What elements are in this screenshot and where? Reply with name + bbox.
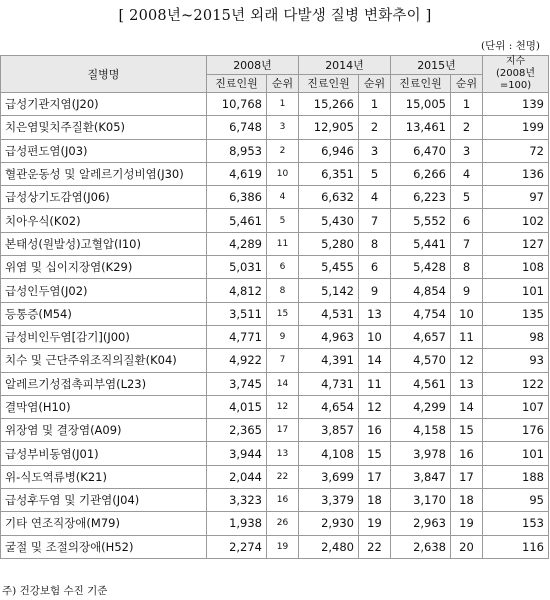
rank-2015: 12 xyxy=(451,349,483,372)
index-value: 102 xyxy=(483,209,549,232)
patients-2014: 4,108 xyxy=(299,442,359,465)
patients-2014: 3,857 xyxy=(299,419,359,442)
table-row xyxy=(1,349,549,372)
rank-2014: 16 xyxy=(359,419,391,442)
rank-2015: 15 xyxy=(451,419,483,442)
patients-2008: 4,619 xyxy=(207,162,267,185)
patients-2015: 3,170 xyxy=(391,489,451,512)
table-row xyxy=(1,325,549,348)
index-value: 107 xyxy=(483,395,549,418)
patients-2015: 2,963 xyxy=(391,512,451,535)
rank-2014: 3 xyxy=(359,139,391,162)
header-index-line2: (2008년=100) xyxy=(495,68,535,91)
patients-2008: 6,748 xyxy=(207,116,267,139)
rank-2015: 1 xyxy=(451,93,483,116)
table-row xyxy=(1,395,549,418)
patients-2015: 5,552 xyxy=(391,209,451,232)
patients-2014: 2,480 xyxy=(299,535,359,558)
unit-label: (단위 : 천명) xyxy=(481,40,540,52)
index-value: 176 xyxy=(483,419,549,442)
disease-name: 치수 및 근단주위조직의질환(K04) xyxy=(1,349,207,372)
patients-2008: 3,745 xyxy=(207,372,267,395)
patients-2008: 8,953 xyxy=(207,139,267,162)
rank-2014: 1 xyxy=(359,93,391,116)
patients-2008: 6,386 xyxy=(207,186,267,209)
patients-2014: 5,455 xyxy=(299,256,359,279)
patients-2014: 4,531 xyxy=(299,302,359,325)
patients-2015: 5,441 xyxy=(391,232,451,255)
rank-2014: 2 xyxy=(359,116,391,139)
rank-2008: 1 xyxy=(267,93,299,116)
patients-2015: 5,428 xyxy=(391,256,451,279)
patients-2015: 13,461 xyxy=(391,116,451,139)
index-value: 153 xyxy=(483,512,549,535)
header-2015-rank: 순위 xyxy=(451,74,483,93)
rank-2015: 3 xyxy=(451,139,483,162)
index-value: 139 xyxy=(483,93,549,116)
table-row xyxy=(1,139,549,162)
table-row xyxy=(1,489,549,512)
patients-2008: 3,944 xyxy=(207,442,267,465)
index-value: 93 xyxy=(483,349,549,372)
header-index-line1: 지수 xyxy=(505,56,526,67)
header-2014-patients: 진료인원 xyxy=(299,74,359,93)
rank-2008: 4 xyxy=(267,186,299,209)
table-row xyxy=(1,116,549,139)
rank-2008: 2 xyxy=(267,139,299,162)
rank-2008: 19 xyxy=(267,535,299,558)
index-value: 101 xyxy=(483,279,549,302)
disease-name: 급성비인두염[감기](J00) xyxy=(1,325,207,348)
patients-2015: 4,570 xyxy=(391,349,451,372)
rank-2015: 9 xyxy=(451,279,483,302)
disease-name: 위-식도역류병(K21) xyxy=(1,465,207,488)
table-row xyxy=(1,232,549,255)
header-disease: 질병명 xyxy=(1,56,207,93)
rank-2014: 9 xyxy=(359,279,391,302)
patients-2014: 4,731 xyxy=(299,372,359,395)
rank-2014: 5 xyxy=(359,162,391,185)
rank-2008: 15 xyxy=(267,302,299,325)
rank-2015: 10 xyxy=(451,302,483,325)
header-index xyxy=(483,56,549,93)
rank-2014: 6 xyxy=(359,256,391,279)
index-value: 122 xyxy=(483,372,549,395)
index-value: 98 xyxy=(483,325,549,348)
patients-2008: 4,289 xyxy=(207,232,267,255)
index-value: 188 xyxy=(483,465,549,488)
patients-2014: 6,632 xyxy=(299,186,359,209)
rank-2015: 17 xyxy=(451,465,483,488)
patients-2014: 6,351 xyxy=(299,162,359,185)
header-2015-patients: 진료인원 xyxy=(391,74,451,93)
header-2014-rank: 순위 xyxy=(359,74,391,93)
patients-2008: 2,365 xyxy=(207,419,267,442)
header-2014: 2014년 xyxy=(299,56,391,75)
disease-name: 본태성(원발성)고혈압(I10) xyxy=(1,232,207,255)
patients-2014: 4,963 xyxy=(299,325,359,348)
rank-2008: 3 xyxy=(267,116,299,139)
index-value: 95 xyxy=(483,489,549,512)
disease-name: 알레르기성접촉피부염(L23) xyxy=(1,372,207,395)
patients-2015: 6,470 xyxy=(391,139,451,162)
rank-2015: 6 xyxy=(451,209,483,232)
patients-2015: 4,754 xyxy=(391,302,451,325)
patients-2015: 3,978 xyxy=(391,442,451,465)
patients-2008: 4,771 xyxy=(207,325,267,348)
index-value: 116 xyxy=(483,535,549,558)
patients-2014: 5,430 xyxy=(299,209,359,232)
rank-2014: 4 xyxy=(359,186,391,209)
patients-2014: 12,905 xyxy=(299,116,359,139)
table-row xyxy=(1,372,549,395)
rank-2015: 7 xyxy=(451,232,483,255)
rank-2015: 19 xyxy=(451,512,483,535)
patients-2008: 4,812 xyxy=(207,279,267,302)
rank-2008: 10 xyxy=(267,162,299,185)
patients-2015: 6,266 xyxy=(391,162,451,185)
patients-2008: 4,015 xyxy=(207,395,267,418)
header-2008-rank: 순위 xyxy=(267,74,299,93)
index-value: 72 xyxy=(483,139,549,162)
rank-2008: 16 xyxy=(267,489,299,512)
patients-2008: 3,323 xyxy=(207,489,267,512)
rank-2008: 13 xyxy=(267,442,299,465)
rank-2015: 20 xyxy=(451,535,483,558)
rank-2008: 14 xyxy=(267,372,299,395)
rank-2015: 4 xyxy=(451,162,483,185)
rank-2008: 6 xyxy=(267,256,299,279)
patients-2014: 4,654 xyxy=(299,395,359,418)
table-row xyxy=(1,465,549,488)
rank-2014: 18 xyxy=(359,489,391,512)
patients-2008: 2,274 xyxy=(207,535,267,558)
rank-2014: 22 xyxy=(359,535,391,558)
patients-2008: 10,768 xyxy=(207,93,267,116)
table-row xyxy=(1,419,549,442)
table-row xyxy=(1,209,549,232)
patients-2014: 3,379 xyxy=(299,489,359,512)
index-value: 136 xyxy=(483,162,549,185)
table-row xyxy=(1,93,549,116)
header-2015: 2015년 xyxy=(391,56,483,75)
patients-2008: 2,044 xyxy=(207,465,267,488)
patients-2015: 2,638 xyxy=(391,535,451,558)
rank-2008: 9 xyxy=(267,325,299,348)
table-row xyxy=(1,442,549,465)
disease-name: 급성후두염 및 기관염(J04) xyxy=(1,489,207,512)
patients-2014: 3,699 xyxy=(299,465,359,488)
patients-2015: 4,561 xyxy=(391,372,451,395)
rank-2008: 26 xyxy=(267,512,299,535)
disease-name: 위장염 및 결장염(A09) xyxy=(1,419,207,442)
rank-2015: 16 xyxy=(451,442,483,465)
patients-2014: 4,391 xyxy=(299,349,359,372)
patients-2015: 4,299 xyxy=(391,395,451,418)
index-value: 199 xyxy=(483,116,549,139)
patients-2014: 5,280 xyxy=(299,232,359,255)
disease-name: 급성상기도감염(J06) xyxy=(1,186,207,209)
disease-name: 치은염및치주질환(K05) xyxy=(1,116,207,139)
disease-name: 치아우식(K02) xyxy=(1,209,207,232)
table-row xyxy=(1,162,549,185)
header-2008: 2008년 xyxy=(207,56,299,75)
disease-name: 급성기관지염(J20) xyxy=(1,93,207,116)
rank-2014: 17 xyxy=(359,465,391,488)
patients-2014: 2,930 xyxy=(299,512,359,535)
table-row xyxy=(1,256,549,279)
rank-2014: 14 xyxy=(359,349,391,372)
rank-2015: 11 xyxy=(451,325,483,348)
rank-2015: 14 xyxy=(451,395,483,418)
rank-2014: 7 xyxy=(359,209,391,232)
rank-2014: 15 xyxy=(359,442,391,465)
patients-2014: 6,946 xyxy=(299,139,359,162)
header-2008-patients: 진료인원 xyxy=(207,74,267,93)
rank-2008: 17 xyxy=(267,419,299,442)
rank-2015: 13 xyxy=(451,372,483,395)
disease-name: 등통증(M54) xyxy=(1,302,207,325)
disease-name: 기타 연조직장애(M79) xyxy=(1,512,207,535)
rank-2014: 13 xyxy=(359,302,391,325)
rank-2014: 12 xyxy=(359,395,391,418)
rank-2008: 12 xyxy=(267,395,299,418)
disease-name: 급성인두염(J02) xyxy=(1,279,207,302)
rank-2008: 5 xyxy=(267,209,299,232)
disease-name: 결막염(H10) xyxy=(1,395,207,418)
rank-2008: 22 xyxy=(267,465,299,488)
index-value: 135 xyxy=(483,302,549,325)
index-value: 97 xyxy=(483,186,549,209)
index-value: 127 xyxy=(483,232,549,255)
rank-2008: 11 xyxy=(267,232,299,255)
patients-2008: 3,511 xyxy=(207,302,267,325)
patients-2015: 4,158 xyxy=(391,419,451,442)
rank-2015: 8 xyxy=(451,256,483,279)
disease-name: 급성부비동염(J01) xyxy=(1,442,207,465)
patients-2014: 15,266 xyxy=(299,93,359,116)
table-row xyxy=(1,302,549,325)
rank-2008: 8 xyxy=(267,279,299,302)
patients-2008: 5,031 xyxy=(207,256,267,279)
disease-name: 위염 및 십이지장염(K29) xyxy=(1,256,207,279)
rank-2015: 18 xyxy=(451,489,483,512)
patients-2015: 4,854 xyxy=(391,279,451,302)
patients-2008: 4,922 xyxy=(207,349,267,372)
disease-name: 굴절 및 조절의장애(H52) xyxy=(1,535,207,558)
table-body xyxy=(1,93,549,559)
rank-2014: 11 xyxy=(359,372,391,395)
footnote: 주) 건강보험 수진 기준 xyxy=(2,585,108,597)
patients-2015: 3,847 xyxy=(391,465,451,488)
table-row xyxy=(1,535,549,558)
patients-2008: 5,461 xyxy=(207,209,267,232)
patients-2014: 5,142 xyxy=(299,279,359,302)
table-row xyxy=(1,279,549,302)
disease-name: 급성편도염(J03) xyxy=(1,139,207,162)
rank-2014: 19 xyxy=(359,512,391,535)
disease-trend-table xyxy=(0,55,549,559)
table-row xyxy=(1,512,549,535)
patients-2015: 6,223 xyxy=(391,186,451,209)
index-value: 101 xyxy=(483,442,549,465)
patients-2008: 1,938 xyxy=(207,512,267,535)
patients-2015: 4,657 xyxy=(391,325,451,348)
rank-2015: 5 xyxy=(451,186,483,209)
rank-2014: 10 xyxy=(359,325,391,348)
document-title: [ 2008년~2015년 외래 다발생 질병 변화추이 ] xyxy=(118,8,432,24)
table-row xyxy=(1,186,549,209)
patients-2015: 15,005 xyxy=(391,93,451,116)
rank-2014: 8 xyxy=(359,232,391,255)
rank-2008: 7 xyxy=(267,349,299,372)
disease-name: 혈관운동성 및 알레르기성비염(J30) xyxy=(1,162,207,185)
index-value: 108 xyxy=(483,256,549,279)
rank-2015: 2 xyxy=(451,116,483,139)
